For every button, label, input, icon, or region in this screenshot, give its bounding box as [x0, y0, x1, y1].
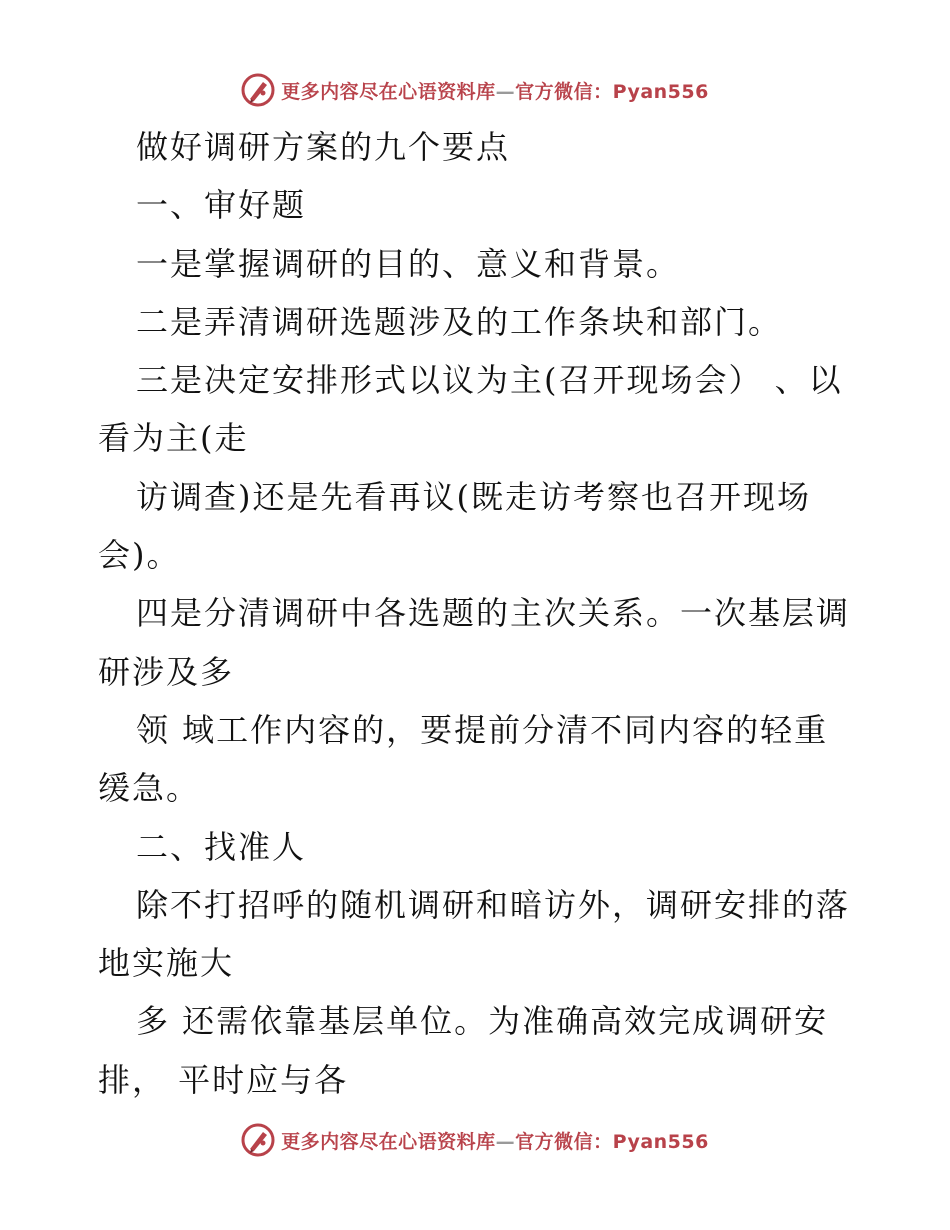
text-line: 一、审好题 [136, 186, 307, 225]
banner-inner [241, 1123, 709, 1157]
text-line: 除不打招呼的随机调研和暗访外，调研安排的落 [136, 885, 851, 924]
banner-dash: — [495, 1130, 516, 1153]
text-line: 四是分清调研中各选题的主次关系。一次基层调 [136, 594, 851, 633]
quill-pen-logo-icon [241, 1123, 275, 1157]
text-line: 缓急。 [98, 769, 201, 808]
text-line: 研涉及多 [98, 652, 235, 691]
text-line: 地实施大 [98, 944, 235, 983]
header-banner [0, 70, 950, 110]
text-line: 看为主(走 [98, 419, 249, 458]
text-line: 排， 平时应与各 [98, 1060, 349, 1099]
text-line: 会)。 [98, 536, 181, 575]
banner-text [281, 1127, 709, 1154]
banner-slogan: 更多内容尽在心语资料库 [281, 80, 496, 103]
text-line: 一是掌握调研的目的、意义和背景。 [136, 244, 681, 283]
banner-wechat-label: 官方微信： [515, 1130, 613, 1153]
banner-slogan: 更多内容尽在心语资料库 [281, 1130, 496, 1153]
banner-dash: — [495, 80, 516, 103]
banner-inner [241, 73, 709, 107]
banner-wechat-label: 官方微信： [515, 80, 613, 103]
footer-banner [0, 1120, 950, 1160]
text-line: 访调查)还是先看再议(既走访考察也召开现场 [136, 477, 811, 516]
document-body [98, 118, 858, 1109]
text-line: 二、找准人 [136, 827, 307, 866]
quill-pen-logo-icon [241, 73, 275, 107]
text-line: 领 域工作内容的，要提前分清不同内容的轻重 [136, 710, 829, 749]
banner-wechat-id: Pyan556 [612, 1130, 709, 1153]
text-line: 二是弄清调研选题涉及的工作条块和部门。 [136, 302, 783, 341]
text-line: 多 还需依靠基层单位。为准确高效完成调研安 [136, 1002, 829, 1041]
banner-wechat-id: Pyan556 [612, 80, 709, 103]
document-title: 做好调研方案的九个要点 [136, 128, 511, 166]
text-line: 三是决定安排形式以议为主(召开现场会） 、以 [136, 361, 843, 400]
banner-text [281, 77, 709, 104]
